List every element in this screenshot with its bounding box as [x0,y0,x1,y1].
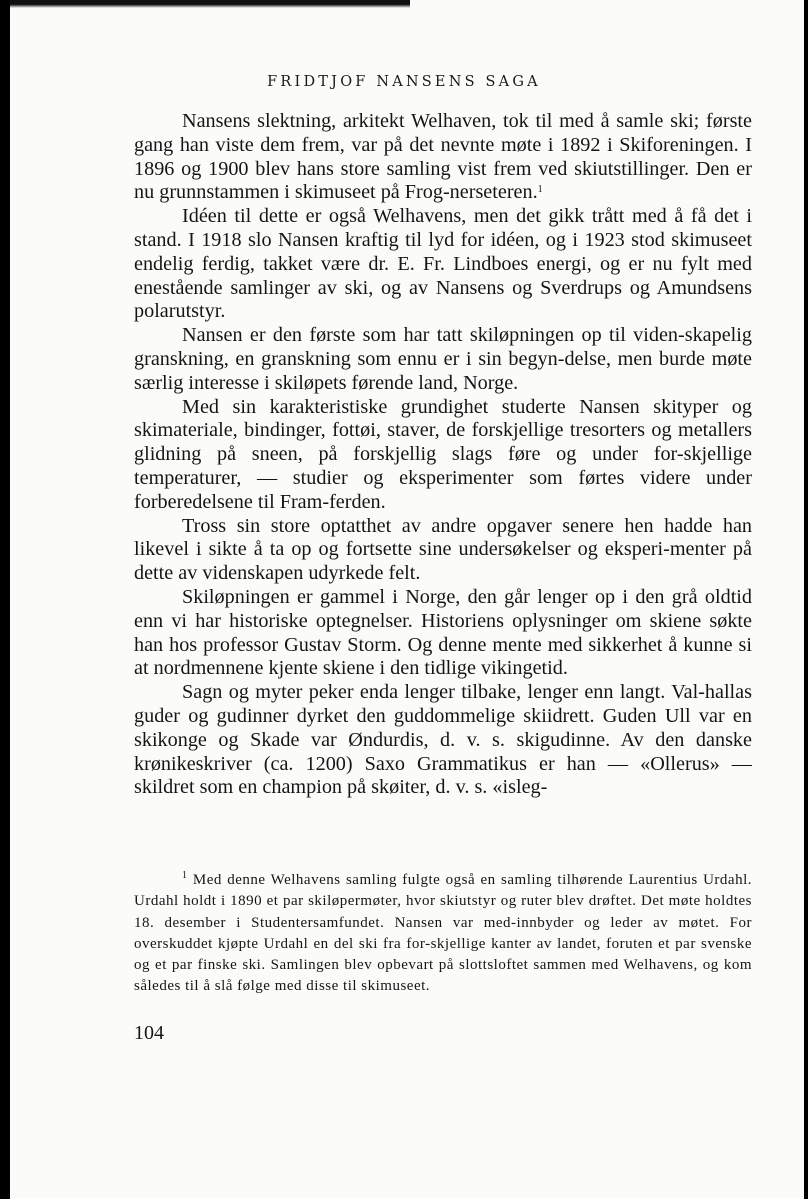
footnote-text: Med denne Welhavens samling fulgte også en samling tilhørende Laurentius Urdahl. Urdahl holdt i 1890 et par skiløpermøter, hvor skiutstyr og ruter blev drøftet. Det møte holdtes 18. desember i Studentersamfundet. Nansen var med-innbyder og leder av møtet. For overskuddet kjøpte Urdahl en del ski fra for-skjellige kanter av landet, foruten et par svenske og et par finske ski. Samlingen blev opbevart på slottsloftet sammen med Welhavens, og kom således til å slå følge med disse til skimuseet. [134,872,752,995]
running-head: FRIDTJOF NANSENS SAGA [267,74,541,90]
paragraph: Tross sin store optatthet av andre opgaver senere hen hadde han likevel i sikte å ta op og fortsette sine undersøkelser og eksperi-menter på dette av videnskapen udyrkede felt. [134,514,752,585]
footnote [134,870,752,998]
paragraph: Sagn og myter peker enda lenger tilbake, lenger enn langt. Val-hallas guder og gudinner dyrket den guddommelige skiidrett. Guden Ull var en skikonge og Skade var Øndurdis, d. v. s. skigudinne. Av den danske krønikeskriver (ca. 1200) Saxo Grammatikus er han — «Ollerus» — skildret som en champion på skøiter, d. v. s. «isleg- [134,681,752,799]
scan-edge-shadow [10,0,410,8]
paragraph: Skiløpningen er gammel i Norge, den går lenger op i den grå oldtid enn vi har historiske optegnelser. Historiens oplysninger om skiene søkte han hos professor Gustav Storm. Og denne mente med sikkerhet å kunne si at nordmennene kjente skiene i den tidlige vikingetid. [134,585,752,680]
page-number: 104 [134,1022,164,1044]
footnote-reference: 1 [537,184,543,196]
paragraph-text: Nansens slektning, arkitekt Welhaven, tok til med å samle ski; første gang han viste dem frem, var på det nevnte møte i 1892 i Skiforeningen. I 1896 og 1900 blev hans store samling vist frem ved skiutstillinger. Den er nu grunnstammen i skimuseet på Frog-nerseteren. [134,110,752,204]
footnote-marker: 1 [182,870,188,881]
book-page [10,0,804,1199]
paragraph: Med sin karakteristiske grundighet studerte Nansen skityper og skimateriale, bindinger, fottøi, staver, de forskjellige tresorters og metallers glidning på sneen, på forskjellig slags føre og under for-skjellige temperaturer, — studier og eksperimenter som førtes videre under forberedelsene til Fram-ferden. [134,395,752,513]
paragraph: Idéen til dette er også Welhavens, men det gikk trått med å få det i stand. I 1918 slo Nansen kraftig til lyd for idéen, og i 1923 stod skimuseet endelig ferdig, takket være dr. E. Fr. Lindboes energi, og er nu fylt med enestående samlinger av ski, og av Nansens og Sverdrups og Amundsens polarutstyr. [134,205,752,323]
footnote-paragraph [134,870,752,998]
paragraph [134,110,752,205]
paragraph: Nansen er den første som har tatt skiløpningen op til viden-skapelig granskning, en granskning som ennu er i sin begyn-delse, men burde møte særlig interesse i skiløpets førende land, Norge. [134,324,752,394]
body-text [134,110,752,800]
